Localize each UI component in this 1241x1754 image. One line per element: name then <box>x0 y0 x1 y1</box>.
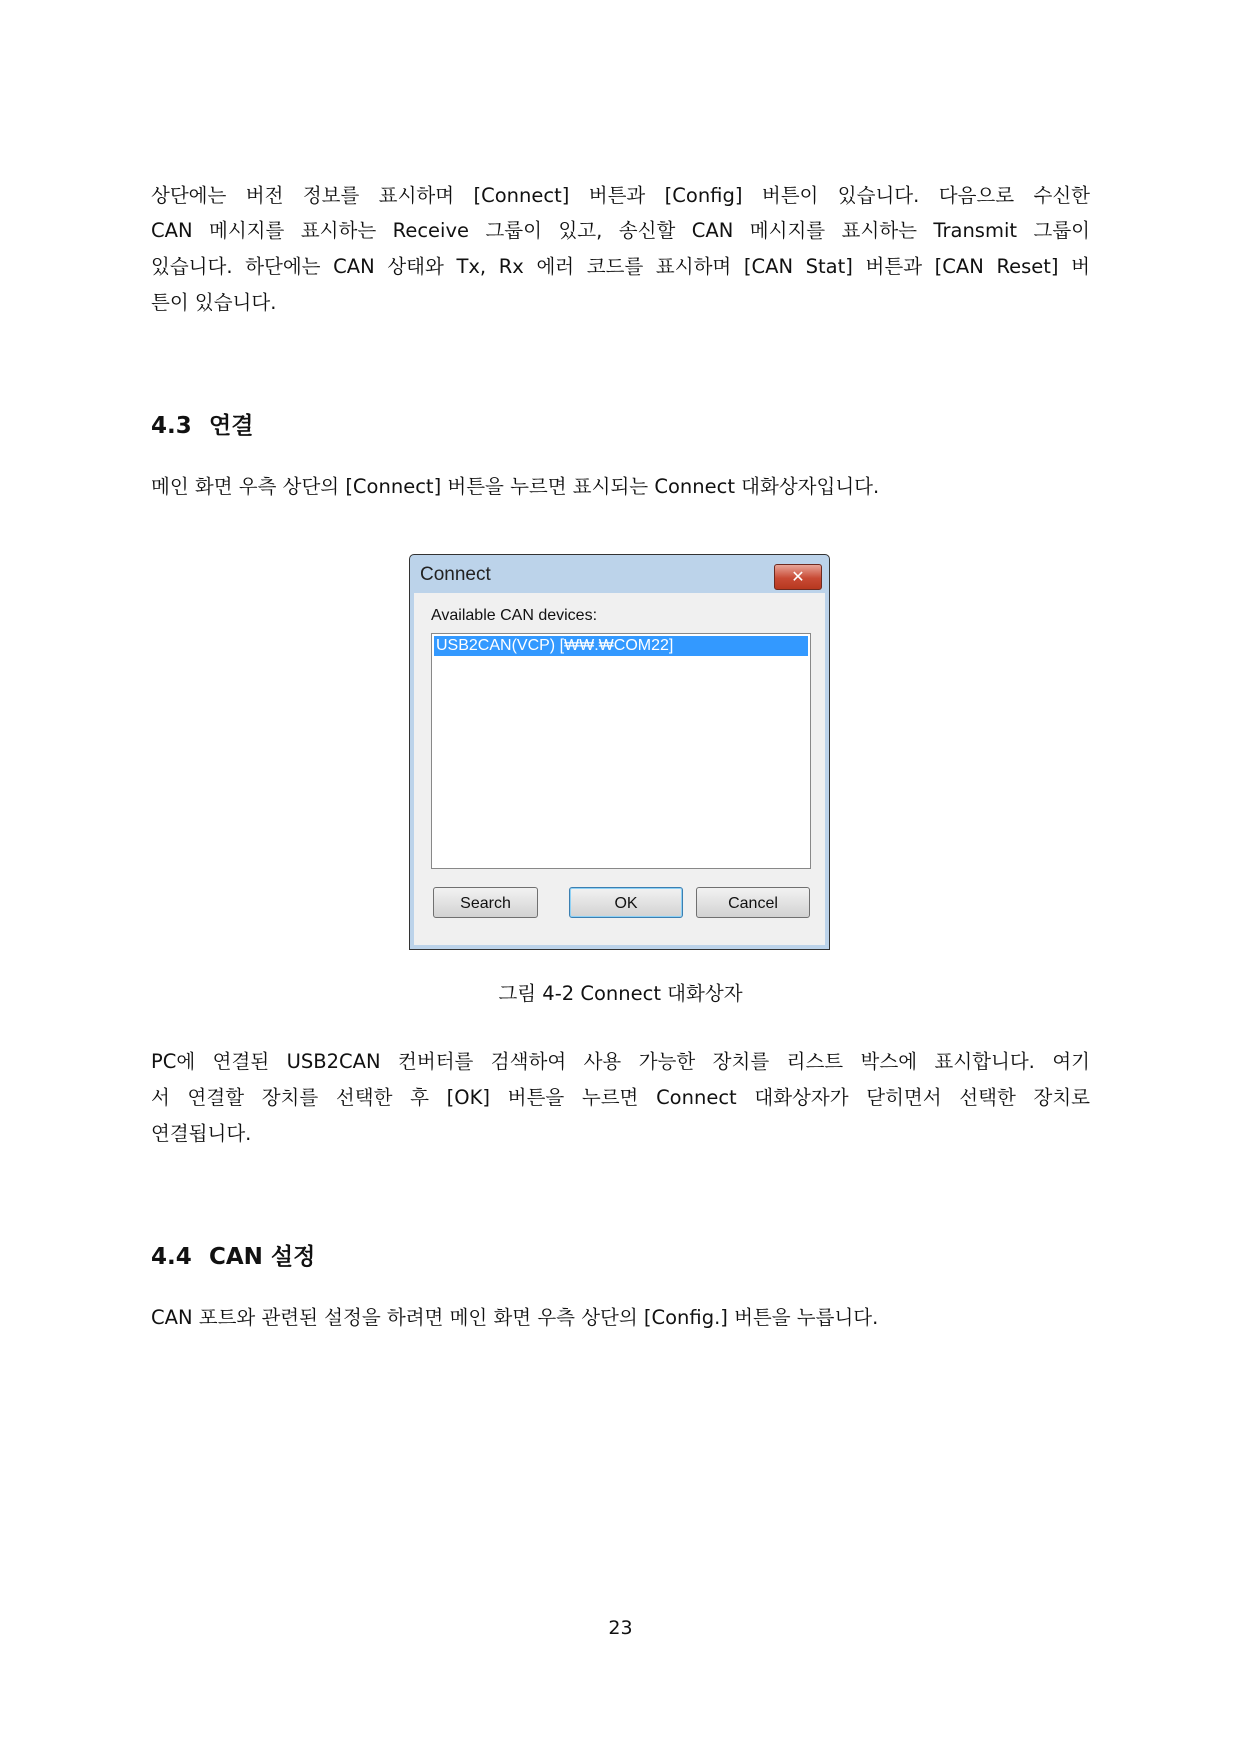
connect-dialog <box>409 554 830 950</box>
devices-label: Available CAN devices: <box>431 607 598 624</box>
dialog-title: Connect <box>420 564 491 585</box>
search-button[interactable]: Search <box>433 887 538 918</box>
paragraph-line: 메인 화면 우측 상단의 [Connect] 버튼을 누르면 표시되는 Connect 대화상자입니다. <box>151 475 880 498</box>
paragraph-line: 상단에는 버전 정보를 표시하며 [Connect] 버튼과 [Config] 버튼이 있습니다. 다음으로 수신한 <box>151 184 1090 207</box>
ok-button[interactable]: OK <box>569 887 683 918</box>
section-number: 4.4 <box>151 1244 192 1270</box>
section-heading-4-4 <box>151 1238 315 1271</box>
section-title: 연결 <box>209 413 254 439</box>
paragraph-line: CAN 메시지를 표시하는 Receive 그룹이 있고, 송신할 CAN 메시지를 표시하는 Transmit 그룹이 <box>151 219 1090 242</box>
devices-listbox[interactable] <box>431 633 811 869</box>
figure-caption: 그림 4-2 Connect 대화상자 <box>498 982 743 1005</box>
page-number: 23 <box>608 1617 633 1639</box>
paragraph-line: 있습니다. 하단에는 CAN 상태와 Tx, Rx 에러 코드를 표시하며 [CAN Stat] 버튼과 [CAN Reset] 버 <box>151 255 1090 278</box>
section-number: 4.3 <box>151 413 192 439</box>
dialog-client <box>414 593 825 945</box>
paragraph-line: 튼이 있습니다. <box>151 291 277 314</box>
close-icon[interactable]: ✕ <box>774 564 822 590</box>
device-item[interactable]: USB2CAN(VCP) [₩₩.₩COM22] <box>434 636 808 656</box>
paragraph-line: CAN 포트와 관련된 설정을 하려면 메인 화면 우측 상단의 [Config.] 버튼을 누릅니다. <box>151 1306 879 1329</box>
paragraph-line: PC에 연결된 USB2CAN 컨버터를 검색하여 사용 가능한 장치를 리스트 박스에 표시합니다. 여기 <box>151 1050 1090 1073</box>
cancel-button[interactable]: Cancel <box>696 887 810 918</box>
paragraph-line: 연결됩니다. <box>151 1122 252 1145</box>
section-title: CAN 설정 <box>209 1244 316 1270</box>
paragraph-line: 서 연결할 장치를 선택한 후 [OK] 버튼을 누르면 Connect 대화상자가 닫히면서 선택한 장치로 <box>151 1086 1090 1109</box>
section-heading-4-3 <box>151 407 253 440</box>
